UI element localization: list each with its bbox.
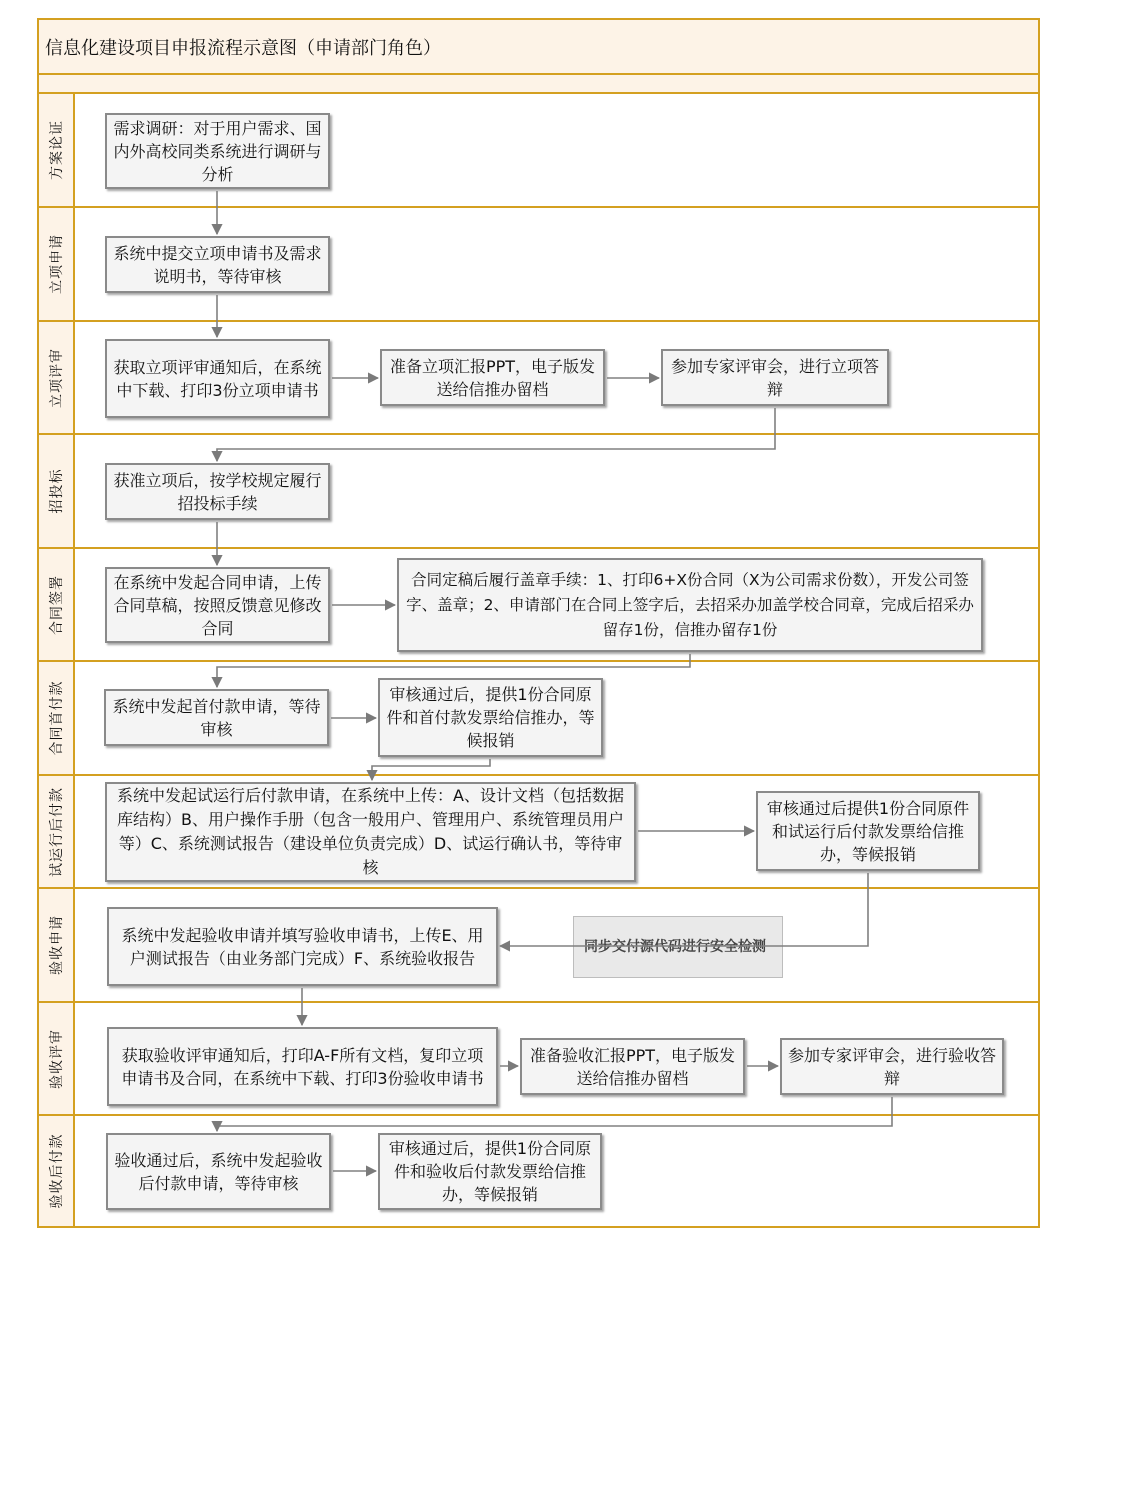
- step-download-print: 获取立项评审通知后，在系统中下载、打印3份立项申请书: [105, 339, 330, 418]
- step-final-payment-request: 验收通过后，系统中发起验收后付款申请，等待审核: [106, 1133, 331, 1210]
- lane-label-text: 验收评审: [49, 1028, 65, 1089]
- lane-label-text: 合同首付款: [49, 680, 65, 756]
- lane-label-text: 验收后付款: [49, 1133, 65, 1209]
- lane-label: [39, 1116, 75, 1226]
- lane-label-text: 合同签署: [49, 574, 65, 635]
- lane-label: [39, 549, 75, 660]
- step-prepare-ppt: 准备立项汇报PPT，电子版发送给信推办留档: [380, 349, 605, 406]
- step-trial-payment-docs: 审核通过后提供1份合同原件和试运行后付款发票给信推办，等候报销: [756, 791, 980, 871]
- step-contract-seal: 合同定稿后履行盖章手续：1、打印6+X份合同（X为公司需求份数），开发公司签字、盖章；2、申请部门在合同上签字后，去招采办加盖学校合同章，完成后招采办留存1份，信推办留存1份: [397, 558, 983, 652]
- step-bidding: 获准立项后，按学校规定履行招投标手续: [105, 463, 330, 520]
- lane-label: [39, 1003, 75, 1114]
- step-first-payment-request: 系统中发起首付款申请，等待审核: [104, 689, 329, 746]
- step-security-check: 同步交付源代码进行安全检测: [573, 916, 783, 978]
- lane-label: [39, 435, 75, 547]
- lane-label: [39, 94, 75, 206]
- step-demand-research: 需求调研：对于用户需求、国内外高校同类系统进行调研与分析: [105, 113, 330, 189]
- step-contract-request: 在系统中发起合同申请，上传合同草稿，按照反馈意见修改合同: [105, 567, 330, 643]
- lane-label-text: 招投标: [49, 468, 65, 514]
- title-bar: [39, 20, 1038, 75]
- spacer-row: [39, 75, 1038, 94]
- step-project-defense: 参加专家评审会，进行立项答辩: [661, 349, 889, 406]
- lane-label: [39, 662, 75, 774]
- lane-label: [39, 208, 75, 320]
- lane-label-text: 立项申请: [49, 234, 65, 294]
- lane-label-text: 试运行后付款: [49, 786, 65, 877]
- step-acceptance-ppt: 准备验收汇报PPT，电子版发送给信推办留档: [520, 1038, 745, 1095]
- step-acceptance-print: 获取验收评审通知后，打印A-F所有文档，复印立项申请书及合同，在系统中下载、打印3份验收申请书: [107, 1027, 498, 1106]
- lane-label: [39, 889, 75, 1001]
- step-trial-payment-request: 系统中发起试运行后付款申请，在系统中上传：A、设计文档（包括数据库结构）B、用户操作手册（包含一般用户、管理用户、系统管理员用户等）C、系统测试报告（建设单位负责完成）D、试运行确认书，等待审核: [105, 782, 636, 882]
- step-first-payment-docs: 审核通过后，提供1份合同原件和首付款发票给信推办，等候报销: [378, 678, 603, 757]
- lane-label-text: 方案论证: [49, 120, 65, 180]
- step-final-payment-docs: 审核通过后，提供1份合同原件和验收后付款发票给信推办，等候报销: [378, 1133, 602, 1210]
- page-title: 信息化建设项目申报流程示意图（申请部门角色）: [45, 38, 441, 59]
- step-acceptance-request: 系统中发起验收申请并填写验收申请书，上传E、用户测试报告（由业务部门完成）F、系统验收报告: [107, 907, 498, 986]
- step-acceptance-defense: 参加专家评审会，进行验收答辩: [780, 1038, 1004, 1095]
- lane-label-text: 验收申请: [49, 915, 65, 975]
- lane-label-text: 立项评审: [49, 347, 65, 408]
- lane-label: [39, 776, 75, 887]
- lane-label: [39, 322, 75, 433]
- step-submit-application: 系统中提交立项申请书及需求说明书，等待审核: [105, 236, 330, 293]
